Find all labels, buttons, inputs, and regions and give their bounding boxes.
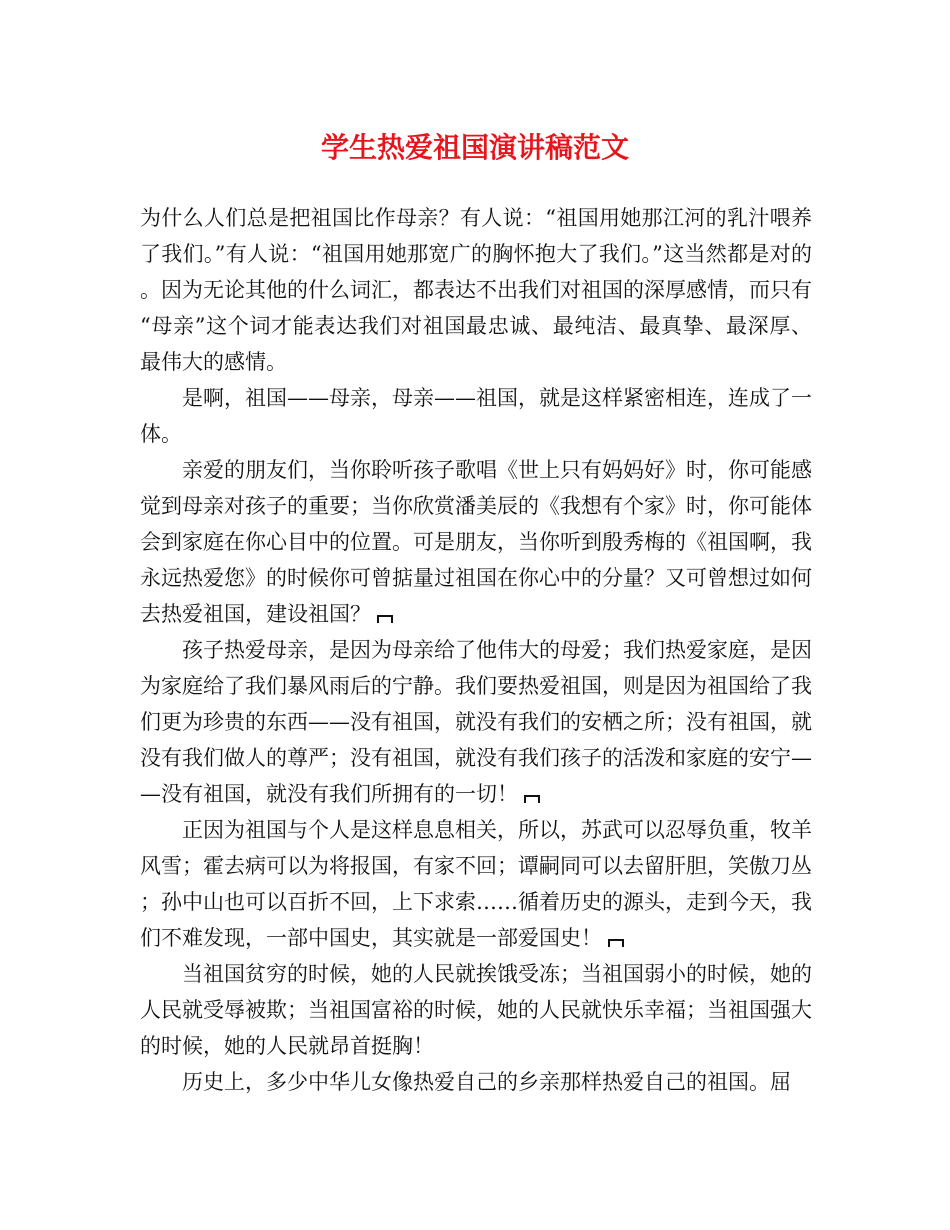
paragraph-end-mark-icon: [377, 615, 393, 623]
paragraph-4: [140, 632, 812, 812]
paragraph-1-text: 为什么人们总是把祖国比作母亲？有人说：“祖国用她那江河的乳汁喂养了我们。”有人说：“祖国用她那宽广的胸怀抱大了我们。”这当然都是对的。因为无论其他的什么词汇，都表达不出我们对祖国的深厚感情，而只有“母亲”这个词才能表达我们对祖国最忠诚、最纯洁、最真挚、最深厚、最伟大的感情。: [140, 206, 812, 374]
paragraph-1: [140, 200, 812, 380]
paragraph-7-text: 历史上，多少中华儿女像热爱自己的乡亲那样热爱自己的祖国。屈: [182, 1070, 791, 1094]
paragraph-4-text: 孩子热爱母亲，是因为母亲给了他伟大的母爱；我们热爱家庭，是因为家庭给了我们暴风雨后的宁静。我们要热爱祖国，则是因为祖国给了我们更为珍贵的东西——没有祖国，就没有我们的安栖之所；没有祖国，就没有我们做人的尊严；没有祖国，就没有我们孩子的活泼和家庭的安宁——没有祖国，就没有我们所拥有的一切！: [140, 638, 812, 806]
paragraph-5: [140, 812, 812, 956]
paragraph-5-text: 正因为祖国与个人是这样息息相关，所以，苏武可以忍辱负重，牧羊风雪；霍去病可以为将报国，有家不回；谭嗣同可以去留肝胆，笑傲刀丛；孙中山也可以百折不回，上下求索……循着历史的源头，走到今天，我们不难发现，一部中国史，其实就是一部爱国史！: [140, 818, 812, 950]
paragraph-3-text: 亲爱的朋友们，当你聆听孩子歌唱《世上只有妈妈好》时，你可能感觉到母亲对孩子的重要；当你欣赏潘美辰的《我想有个家》时，你可能体会到家庭在你心目中的位置。可是朋友，当你听到殷秀梅的《祖国啊，我永远热爱您》的时候你可曾掂量过祖国在你心中的分量？又可曾想过如何去热爱祖国，建设祖国？: [140, 458, 812, 626]
paragraph-3: [140, 452, 812, 632]
paragraph-2-text: 是啊，祖国——母亲，母亲——祖国，就是这样紧密相连，连成了一体。: [140, 386, 812, 446]
paragraph-6: [140, 956, 812, 1064]
document-body: [140, 200, 812, 1100]
paragraph-end-mark-icon: [524, 795, 540, 803]
paragraph-2: [140, 380, 812, 452]
document-title: 学生热爱祖国演讲稿范文: [320, 131, 629, 164]
paragraph-7: [140, 1064, 812, 1100]
paragraph-6-text: 当祖国贫穷的时候，她的人民就挨饿受冻；当祖国弱小的时候，她的人民就受辱被欺；当祖国富裕的时候，她的人民就快乐幸福；当祖国强大的时候，她的人民就昂首挺胸！: [140, 962, 812, 1058]
paragraph-end-mark-icon: [608, 939, 624, 947]
